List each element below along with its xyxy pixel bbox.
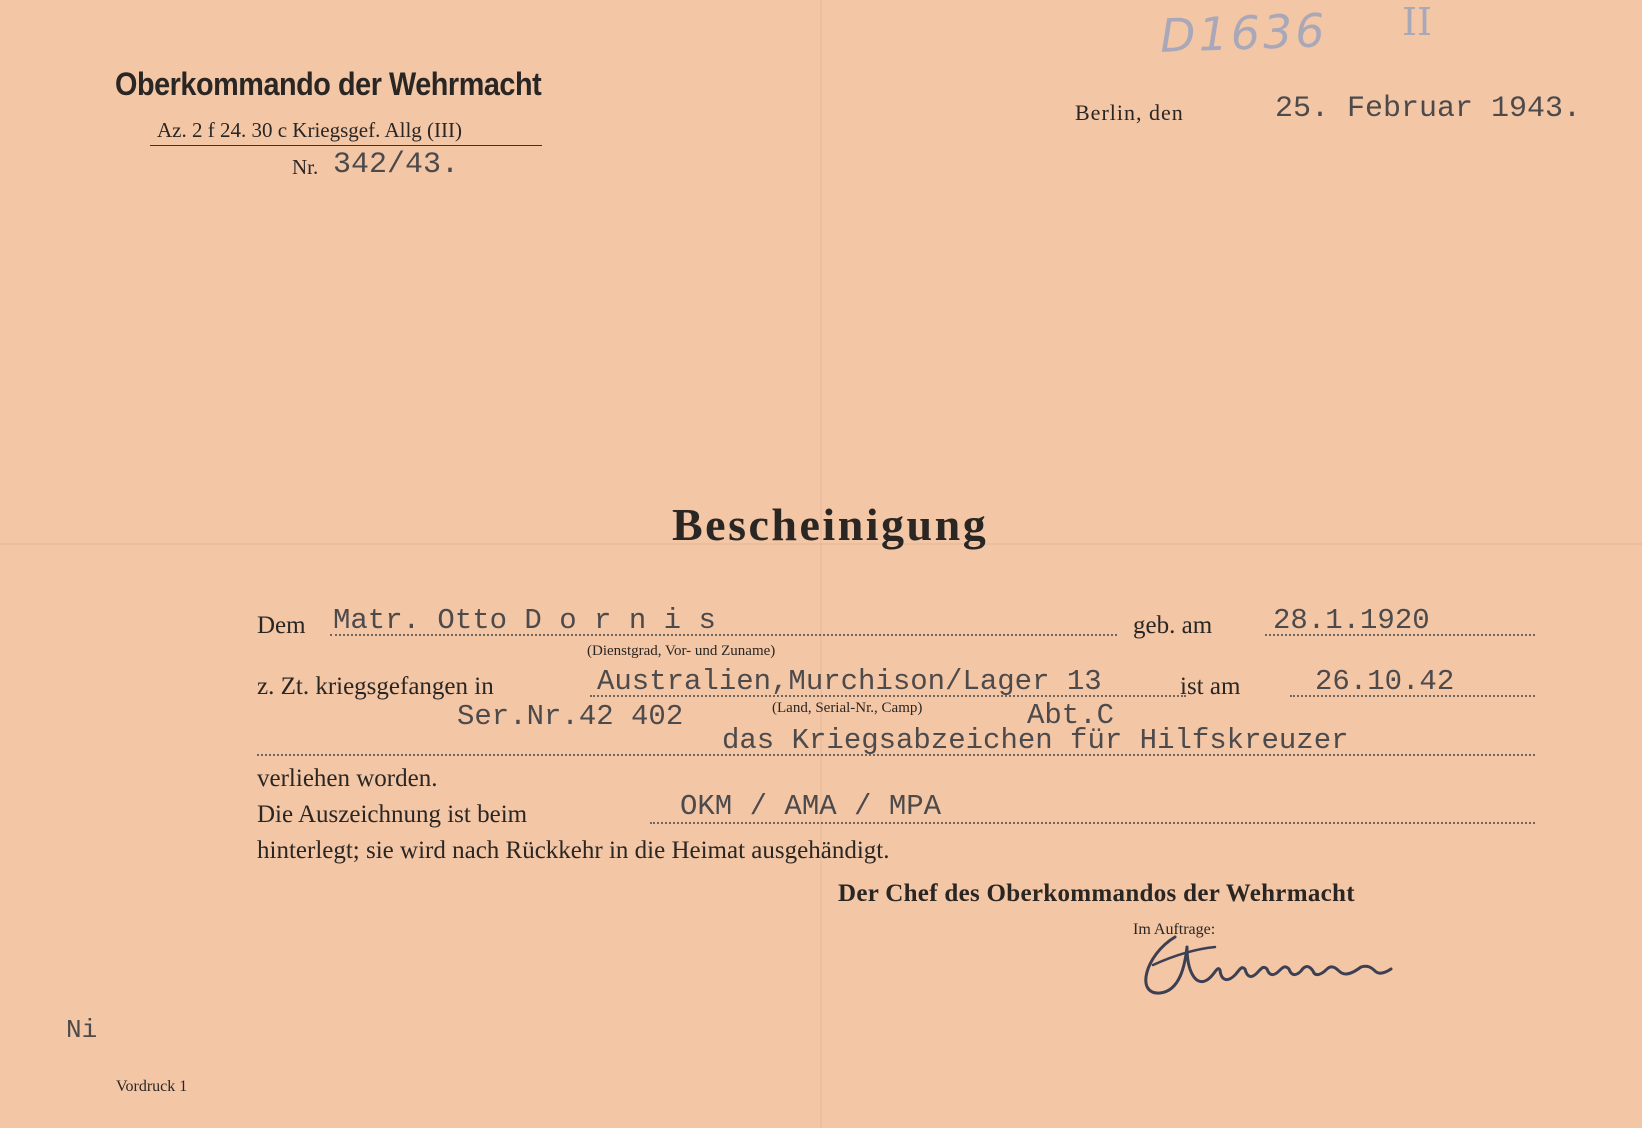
deposited-label: Die Auszeichnung ist beim [257, 801, 528, 828]
pow-place-dotted-line [590, 695, 1186, 697]
handwritten-signature [1135, 925, 1460, 1005]
award-name-dotted-line [257, 754, 1535, 756]
camp-section: Abt.C [1027, 699, 1115, 732]
serial-number: Ser.Nr.42 402 [457, 700, 684, 733]
archive-pencil-volume: II [1402, 0, 1433, 44]
pow-label: z. Zt. kriegsgefangen in [257, 673, 494, 700]
birth-date-dotted-line [1265, 634, 1535, 636]
pow-place: Australien,Murchison/Lager 13 [597, 665, 1102, 698]
birth-date: 28.1.1920 [1273, 604, 1430, 637]
rank-name-caption: (Dienstgrad, Vor- und Zuname) [587, 643, 776, 659]
award-name: das Kriegsabzeichen für Hilfskreuzer [722, 724, 1349, 757]
form-number: Vordruck 1 [116, 1078, 188, 1095]
document-title: Bescheinigung [672, 499, 989, 550]
number-label: Nr. [292, 155, 319, 179]
award-date: 26.10.42 [1315, 665, 1455, 698]
deposited-at: OKM / AMA / MPA [680, 790, 942, 823]
award-date-label: ist am [1180, 673, 1241, 700]
archive-pencil-number: D1636 [1159, 3, 1329, 63]
number-value: 342/43. [333, 148, 460, 182]
award-date-dotted-line [1290, 695, 1535, 697]
file-reference: Az. 2 f 24. 30 c Kriegsgef. Allg (III) [157, 118, 462, 142]
issue-date: 25. Februar 1943. [1275, 92, 1582, 126]
recipient-label: Dem [257, 612, 306, 639]
fold-line-vertical [820, 0, 822, 1128]
file-reference-rule [150, 145, 542, 146]
awarded-text: verliehen worden. [257, 765, 438, 792]
issuing-authority: Oberkommando der Wehrmacht [115, 66, 542, 102]
by-order-label: Im Auftrage: [1133, 921, 1216, 938]
typist-initials: Ni [66, 1015, 98, 1045]
place-caption: (Land, Serial-Nr., Camp) [772, 700, 923, 716]
born-label: geb. am [1133, 612, 1213, 639]
recipient-dotted-line [330, 634, 1117, 636]
place-date-label: Berlin, den [1075, 100, 1184, 125]
deposited-dotted-line [650, 822, 1535, 824]
signatory-title: Der Chef des Oberkommandos der Wehrmacht [838, 880, 1355, 907]
handover-text: hinterlegt; sie wird nach Rückkehr in die Heimat ausgehändigt. [257, 837, 890, 864]
recipient-rank-name: Matr. Otto D o r n i s [333, 604, 716, 637]
